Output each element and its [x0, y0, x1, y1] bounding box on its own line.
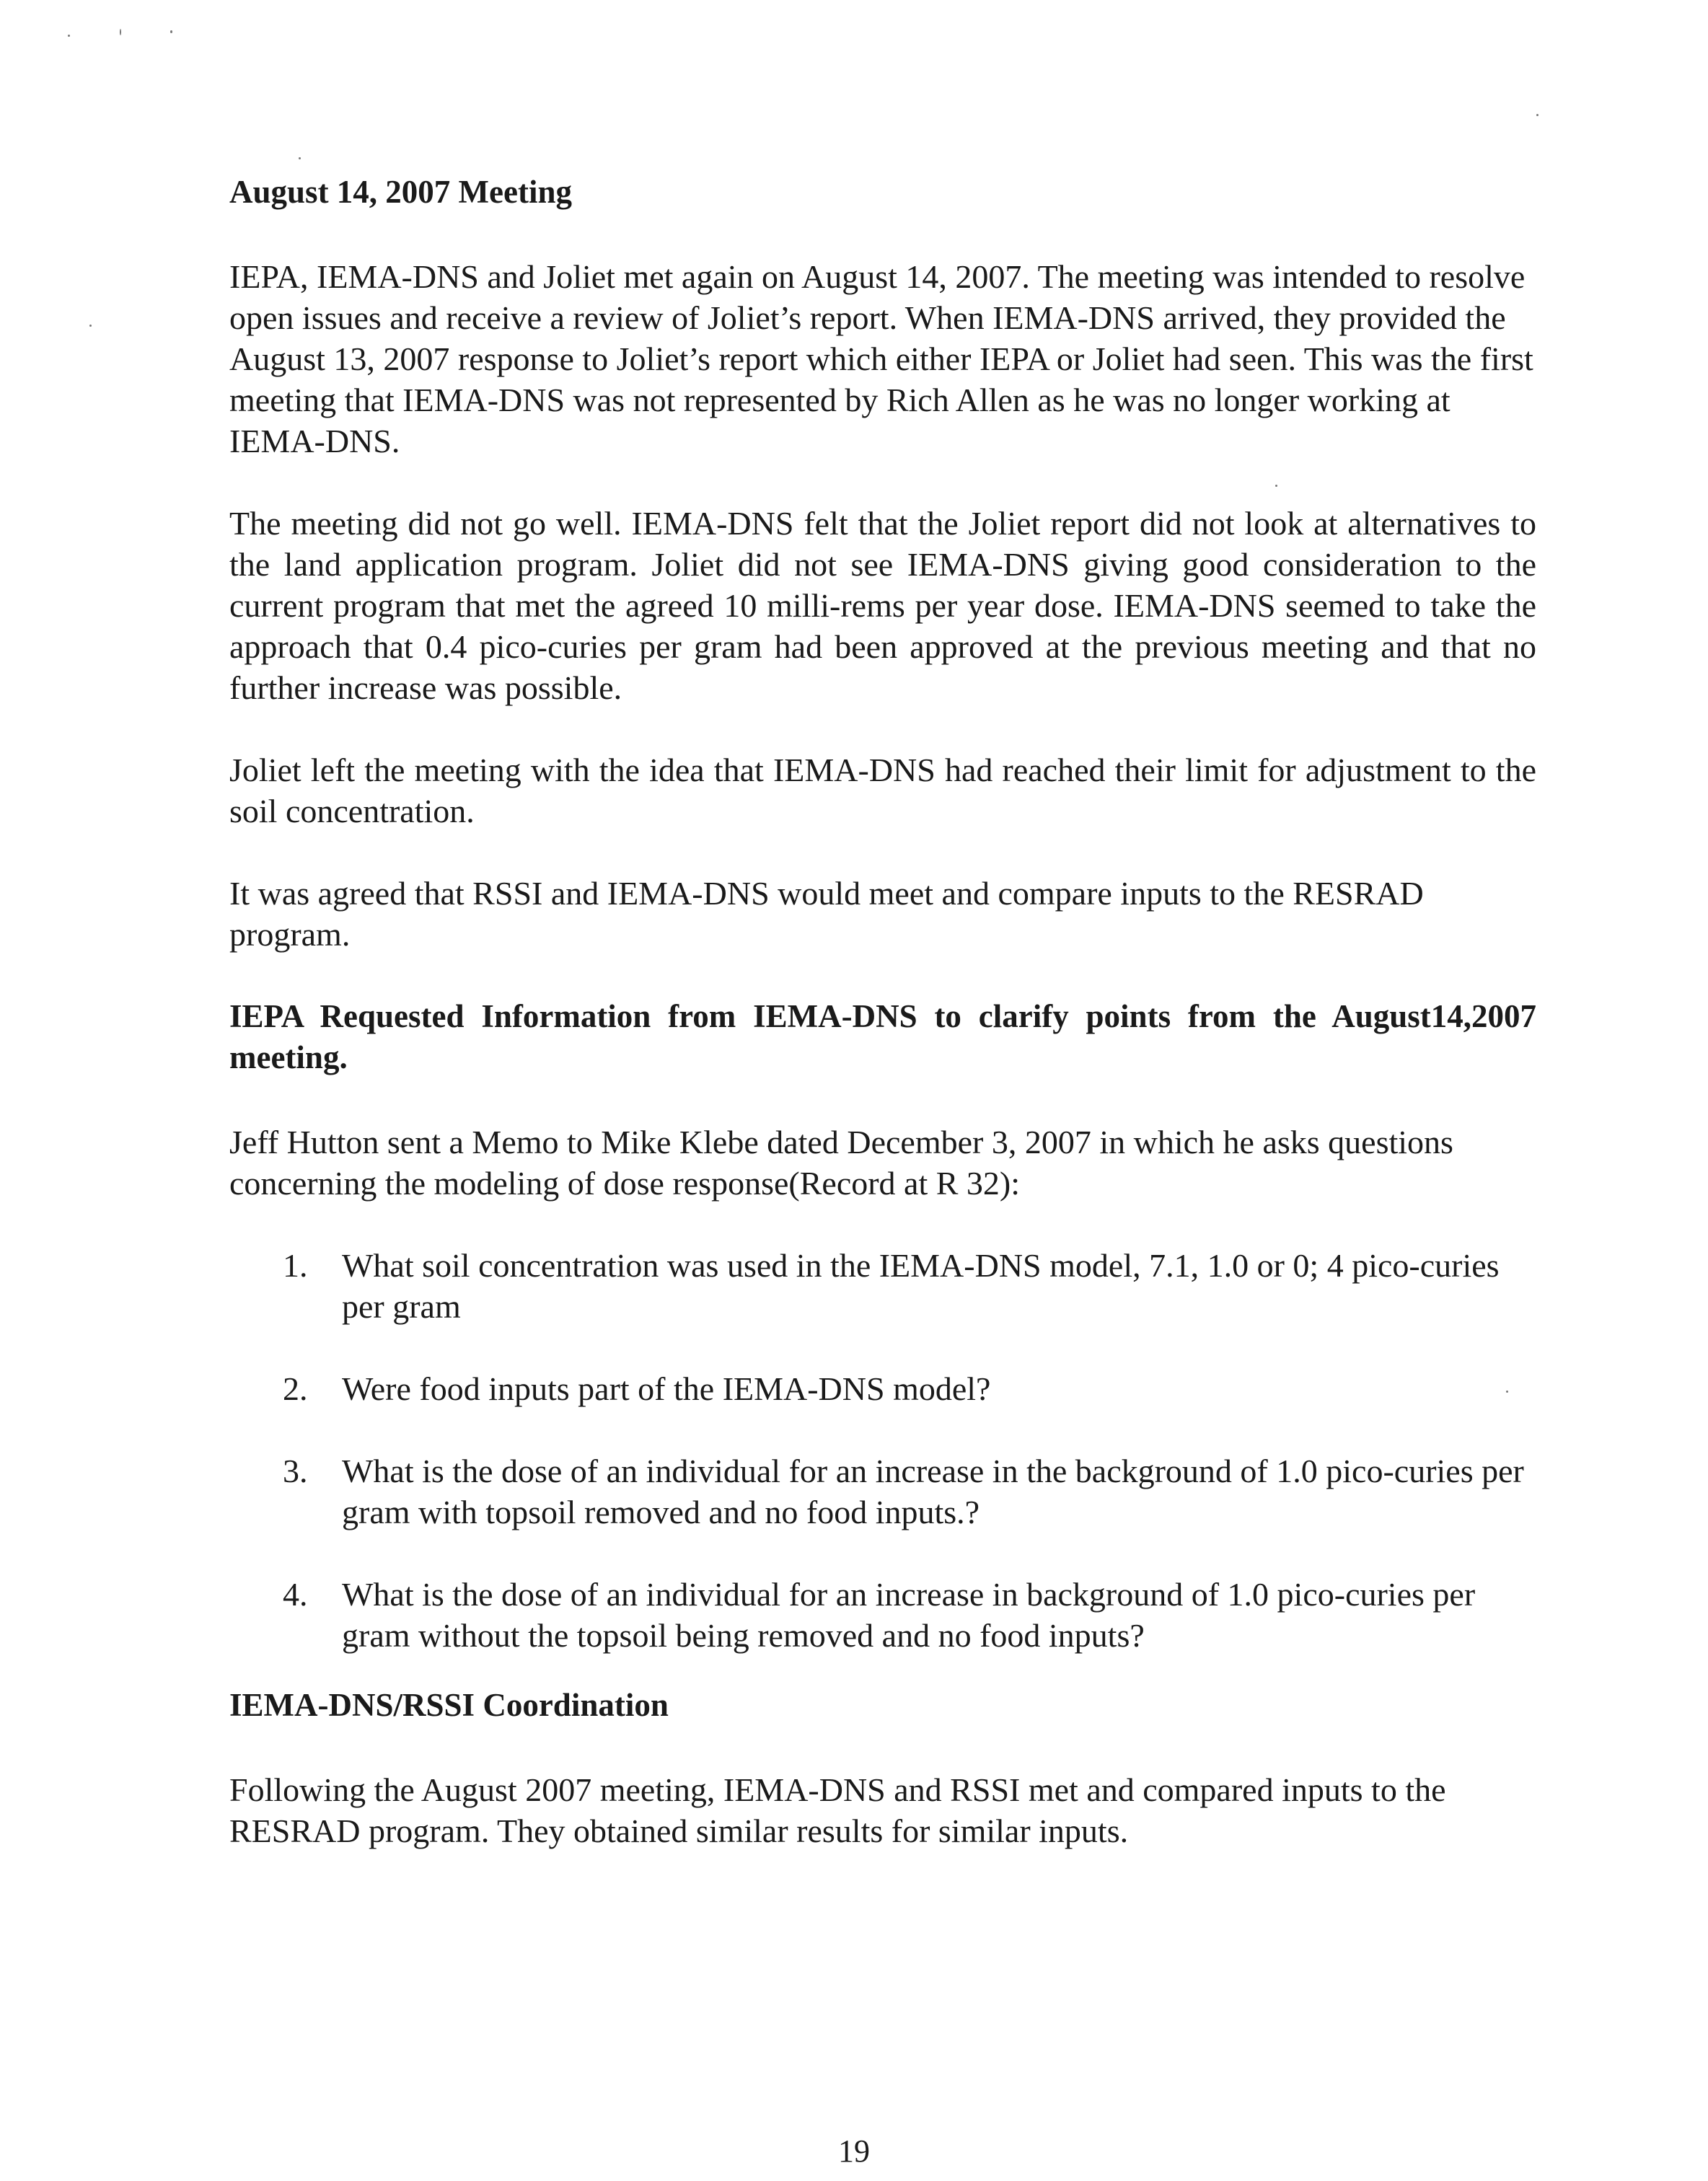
scan-speck — [68, 35, 70, 37]
meeting-paragraph-1: IEPA, IEMA-DNS and Joliet met again on August 14, 2007. The meeting was intended to resolve open issues and receive a review of Joliet’s report. When IEMA-DNS arrived, they provided the August 13, 2007 response to Joliet’s report which either IEPA or Joliet had seen. This was the first meeting that IEMA-DNS was not represented by Rich Allen as he was no longer working at IEMA-DNS. — [229, 258, 1533, 459]
meeting-paragraph-2: The meeting did not go well. IEMA-DNS felt that the Joliet report did not look at alternatives to the land application program. Joliet did not see IEMA-DNS giving good consideration to the current program that met the agreed 10 milli-rems per year dose. IEMA-DNS seemed to take the approach that 0.4 pico-curies per gram had been approved at the previous meeting and that no further increase was possible. — [229, 505, 1536, 706]
section-heading-iepa-request: IEPA Requested Information from IEMA-DNS to clarify points from the August14,2007 meeting. — [229, 998, 1536, 1075]
question-number: 2. — [283, 1370, 308, 1407]
page-number: 19 — [838, 2133, 870, 2169]
document-page — [229, 172, 1536, 1851]
question-text: Were food inputs part of the IEMA-DNS model? — [342, 1370, 991, 1407]
question-number: 3. — [283, 1453, 308, 1489]
question-item — [229, 1245, 1536, 1327]
scan-speck — [120, 29, 121, 35]
scan-speck — [299, 157, 301, 159]
question-text: What is the dose of an individual for an increase in the background of 1.0 pico-curies per gram with topsoil removed and no food inputs.? — [342, 1453, 1524, 1530]
question-item — [229, 1574, 1536, 1656]
question-item — [229, 1368, 1536, 1409]
section-heading-coordination: IEMA-DNS/RSSI Coordination — [229, 1687, 669, 1723]
question-number: 1. — [283, 1247, 308, 1284]
question-text: What soil concentration was used in the IEMA-DNS model, 7.1, 1.0 or 0; 4 pico-curies per gram — [342, 1247, 1500, 1325]
question-list — [229, 1245, 1536, 1656]
scan-speck — [1536, 114, 1538, 116]
request-intro-paragraph: Jeff Hutton sent a Memo to Mike Klebe dated December 3, 2007 in which he asks questions concerning the modeling of dose response(Record at R 32): — [229, 1124, 1453, 1202]
section-heading-august-meeting: August 14, 2007 Meeting — [229, 174, 572, 210]
scan-speck — [170, 30, 172, 33]
question-text: What is the dose of an individual for an increase in background of 1.0 pico-curies per gram without the topsoil being removed and no food inputs? — [342, 1576, 1476, 1654]
meeting-paragraph-4: It was agreed that RSSI and IEMA-DNS would meet and compare inputs to the RESRAD program. — [229, 875, 1424, 953]
meeting-paragraph-3: Joliet left the meeting with the idea that IEMA-DNS had reached their limit for adjustment to the soil concentration. — [229, 752, 1536, 829]
coordination-paragraph: Following the August 2007 meeting, IEMA-DNS and RSSI met and compared inputs to the RESRAD program. They obtained similar results for similar inputs. — [229, 1771, 1446, 1849]
question-number: 4. — [283, 1576, 308, 1613]
question-item — [229, 1450, 1536, 1533]
scan-speck — [89, 325, 92, 327]
